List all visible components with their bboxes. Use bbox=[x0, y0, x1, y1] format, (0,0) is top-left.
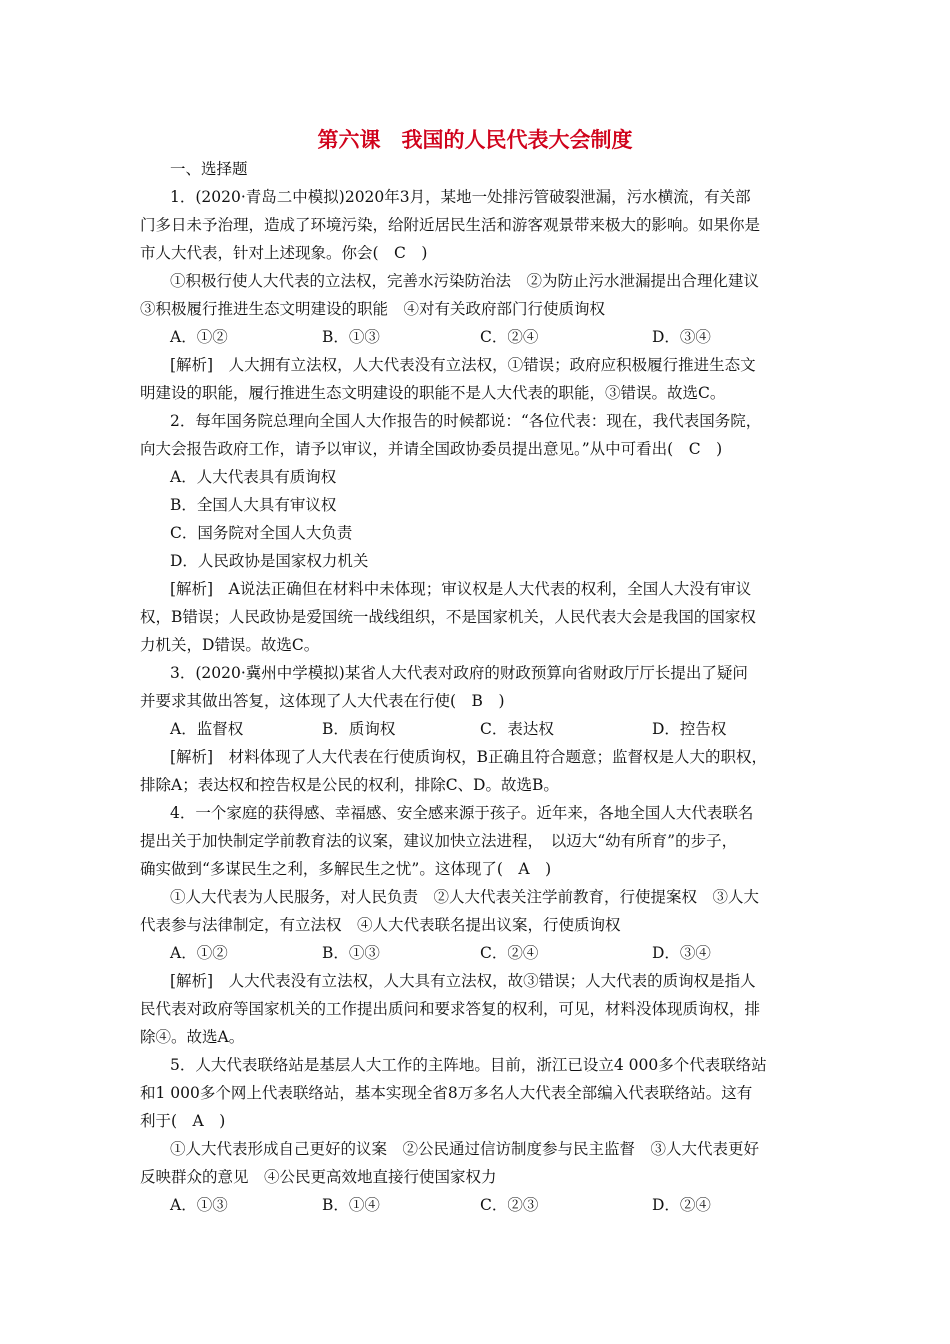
q4-option-c: C．②④ bbox=[480, 944, 539, 962]
q4-analysis: 除④。故选A。 bbox=[140, 1028, 245, 1046]
q5-line: 利于( A ) bbox=[140, 1112, 226, 1130]
q1-option-d: D．③④ bbox=[652, 328, 711, 346]
q2-option-d: D．人民政协是国家权力机关 bbox=[170, 552, 369, 570]
q2-option-c: C．国务院对全国人大负责 bbox=[170, 524, 353, 542]
q3-line: 并要求其做出答复，这体现了人大代表在行使( B ) bbox=[140, 692, 505, 710]
q5-line: 和1 000多个网上代表联络站，基本实现全省8万多名人大代表全部编入代表联络站。这有 bbox=[140, 1084, 753, 1102]
q4-line: 提出关于加快制定学前教育法的议案，建议加快立法进程， 以迈大“幼有所育”的步子， bbox=[140, 832, 738, 850]
q3-line: 3．(2020·冀州中学模拟)某省人大代表对政府的财政预算向省财政厅厅长提出了疑问 bbox=[170, 664, 748, 682]
q3-analysis: 排除A；表达权和控告权是公民的权利，排除C、D。故选B。 bbox=[140, 776, 559, 794]
q1-option-c: C．②④ bbox=[480, 328, 539, 346]
q3-option-d: D．控告权 bbox=[652, 720, 727, 738]
q1-line: 1．(2020·青岛二中模拟)2020年3月，某地一处排污管破裂泄漏，污水横流，有关部 bbox=[170, 188, 751, 206]
q5-line: 5．人大代表联络站是基层人大工作的主阵地。目前，浙江已设立4 000多个代表联络站 bbox=[170, 1056, 767, 1074]
q2-option-a: A．人大代表具有质询权 bbox=[170, 468, 337, 486]
q4-option-b: B．①③ bbox=[322, 944, 380, 962]
q5-item: 反映群众的意见 ④公民更高效地直接行使国家权力 bbox=[140, 1168, 497, 1186]
q4-line: 4．一个家庭的获得感、幸福感、安全感来源于孩子。近年来，各地全国人大代表联名 bbox=[170, 804, 754, 822]
q2-line: 向大会报告政府工作，请予以审议，并请全国政协委员提出意见。”从中可看出( C ) bbox=[140, 440, 723, 458]
q1-line: 门多日未予治理，造成了环境污染，给附近居民生活和游客观景带来极大的影响。如果你是 bbox=[140, 216, 761, 234]
q1-item: ①积极行使人大代表的立法权，完善水污染防治法 ②为防止污水泄漏提出合理化建议 bbox=[170, 272, 760, 290]
q2-analysis: 力机关，D错误。故选C。 bbox=[140, 636, 320, 654]
q3-option-a: A．监督权 bbox=[170, 720, 244, 738]
q5-option-b: B．①④ bbox=[322, 1196, 380, 1214]
q4-analysis: [解析] 人大代表没有立法权，人大具有立法权，故③错误；人大代表的质询权是指人 bbox=[170, 972, 756, 990]
q2-analysis: 权，B错误；人民政协是爱国统一战线组织，不是国家机关，人民代表大会是我国的国家权 bbox=[140, 608, 756, 626]
q1-item: ③积极履行推进生态文明建设的职能 ④对有关政府部门行使质询权 bbox=[140, 300, 606, 318]
q5-option-d: D．②④ bbox=[652, 1196, 711, 1214]
q1-analysis: [解析] 人大拥有立法权，人大代表没有立法权，①错误；政府应积极履行推进生态文 bbox=[170, 356, 756, 374]
q3-analysis: [解析] 材料体现了人大代表在行使质询权，B正确且符合题意；监督权是人大的职权， bbox=[170, 748, 767, 766]
section-heading: 一、选择题 bbox=[170, 160, 248, 178]
q1-analysis: 明建设的职能，履行推进生态文明建设的职能不是人大代表的职能，③错误。故选C。 bbox=[140, 384, 726, 402]
q4-option-d: D．③④ bbox=[652, 944, 711, 962]
q4-line: 确实做到“多谋民生之利，多解民生之忧”。这体现了( A ) bbox=[140, 860, 552, 878]
page-title: 第六课 我国的人民代表大会制度 bbox=[317, 128, 633, 152]
q5-option-a: A．①③ bbox=[170, 1196, 228, 1214]
q5-item: ①人大代表形成自己更好的议案 ②公民通过信访制度参与民主监督 ③人大代表更好 bbox=[170, 1140, 760, 1158]
q3-option-c: C．表达权 bbox=[480, 720, 554, 738]
q1-option-a: A．①② bbox=[170, 328, 228, 346]
q2-option-b: B．全国人大具有审议权 bbox=[170, 496, 337, 514]
q3-option-b: B．质询权 bbox=[322, 720, 396, 738]
q4-item: ①人大代表为人民服务，对人民负责 ②人大代表关注学前教育，行使提案权 ③人大 bbox=[170, 888, 760, 906]
q4-analysis: 民代表对政府等国家机关的工作提出质问和要求答复的权利，可见，材料没体现质询权，排 bbox=[140, 1000, 761, 1018]
q5-option-c: C．②③ bbox=[480, 1196, 539, 1214]
q2-line: 2．每年国务院总理向全国人大作报告的时候都说：“各位代表：现在，我代表国务院， bbox=[170, 412, 762, 430]
q2-analysis: [解析] A说法正确但在材料中未体现；审议权是人大代表的权利，全国人大没有审议 bbox=[170, 580, 752, 598]
q4-item: 代表参与法律制定，有立法权 ④人大代表联名提出议案，行使质询权 bbox=[140, 916, 621, 934]
q4-option-a: A．①② bbox=[170, 944, 228, 962]
q1-option-b: B．①③ bbox=[322, 328, 380, 346]
q1-line: 市人大代表，针对上述现象。你会( C ) bbox=[140, 244, 428, 262]
